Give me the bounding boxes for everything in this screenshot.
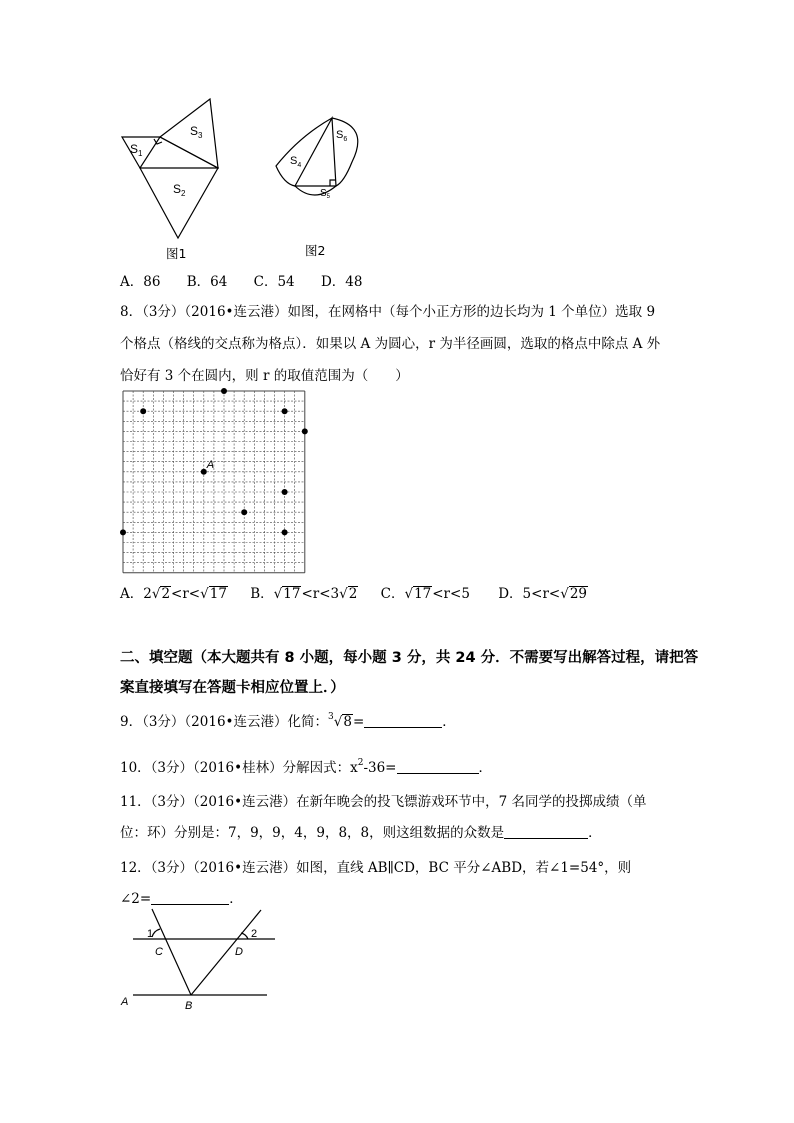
grid-point bbox=[302, 428, 308, 434]
point-c-label: C bbox=[155, 946, 163, 958]
q8-grid-figure bbox=[117, 387, 313, 577]
q12-line-2: ∠2= ． bbox=[120, 891, 243, 907]
section-2-heading-line-1: 二、填空题（本大题共有 8 小题，每小题 3 分，共 24 分．不需要写出解答过程，请把答 bbox=[120, 650, 699, 666]
q7-options bbox=[120, 270, 384, 290]
q8-line-3: 恰好有 3 个在圆内，则 r 的取值范围为（ ） bbox=[120, 368, 409, 384]
cube-root-index: 3 bbox=[328, 712, 334, 722]
angle-2-label: 2 bbox=[251, 928, 258, 940]
fig2-caption: 图2 bbox=[305, 243, 326, 258]
grid-point bbox=[221, 388, 227, 394]
grid-point bbox=[140, 408, 146, 414]
section-2-heading-line-2: 案直接填写在答题卡相应位置上．） bbox=[120, 680, 345, 696]
grid-point bbox=[282, 489, 288, 495]
angle-1-label: 1 bbox=[147, 928, 154, 940]
q8-option-b: B．√17<r<3√2 bbox=[250, 586, 358, 602]
point-b-label: B bbox=[185, 1000, 193, 1012]
q8-option-a: A．2√2<r<√17 bbox=[120, 586, 227, 602]
q8-line-2: 个格点（格线的交点称为格点）．如果以 A 为圆心，r 为半径画圆，选取的格点中除点 A 外 bbox=[120, 336, 661, 352]
grid-lines bbox=[123, 391, 305, 573]
q8-line-1: 8．（3分）（2016•连云港）如图，在网格中（每个小正方形的边长均为 1 个单位）选取 9 bbox=[120, 304, 656, 320]
q10: 10．（3分）（2016•桂林）分解因式：$x^2-36=$ ． bbox=[120, 758, 492, 776]
q11-answer-blank[interactable] bbox=[504, 824, 588, 839]
q8-option-d: D．5<r<√29 bbox=[498, 586, 588, 602]
q7-option-d: D．48 bbox=[320, 274, 363, 290]
point-a-label-q12: A bbox=[121, 996, 129, 1008]
angle-1-arc bbox=[152, 929, 160, 937]
q12-line-1: 12．（3分）（2016•连云港）如图，直线 AB∥CD，BC 平分∠ABD，若∠1=54°，则 bbox=[120, 860, 632, 876]
label-s2: $S_2$ bbox=[173, 182, 186, 198]
label-s3: $S_3$ bbox=[190, 124, 203, 140]
label-s6: $S_6$ bbox=[336, 129, 348, 143]
point-a-label: A bbox=[206, 458, 215, 471]
label-s5: $S_5$ bbox=[320, 188, 331, 200]
triangle-s2 bbox=[140, 168, 218, 238]
q11-line-1: 11．（3分）（2016•连云港）在新年晚会的投飞镖游戏环节中，7 名同学的投掷成绩（单 bbox=[120, 794, 647, 810]
grid-point bbox=[282, 529, 288, 535]
triangle-s3 bbox=[160, 99, 218, 168]
grid-point bbox=[282, 408, 288, 414]
q7-option-b: B．64 bbox=[186, 274, 228, 290]
q9: 9．（3分）（2016•连云港）化简：$^3$√8= ． bbox=[120, 712, 456, 730]
fig1-caption: 图1 bbox=[166, 246, 187, 261]
segment-bd bbox=[191, 910, 261, 995]
q11-line-2: 位：环）分别是：7，9，9，4，9，8，8，则这组数据的众数是 ． bbox=[120, 825, 602, 841]
q7-figure-1 bbox=[110, 95, 240, 255]
q12-answer-blank[interactable] bbox=[151, 890, 229, 905]
q7-figure-2 bbox=[270, 112, 370, 212]
semicircle-s4 bbox=[276, 118, 332, 186]
q12-figure bbox=[115, 905, 280, 1015]
q9-answer-blank[interactable] bbox=[364, 713, 442, 728]
q7-option-c: C．54 bbox=[253, 274, 295, 290]
point-d-label: D bbox=[235, 946, 243, 958]
grid-point bbox=[120, 529, 126, 535]
q8-options bbox=[120, 582, 588, 602]
q8-option-c: C．√17<r<5 bbox=[380, 586, 470, 602]
label-s1: $S_1$ bbox=[130, 142, 143, 158]
label-s4: $S_4$ bbox=[290, 155, 302, 169]
q7-option-a: A．86 bbox=[120, 274, 161, 290]
grid-point bbox=[241, 509, 247, 515]
angle-2-arc bbox=[241, 933, 248, 939]
q10-answer-blank[interactable] bbox=[397, 759, 479, 774]
